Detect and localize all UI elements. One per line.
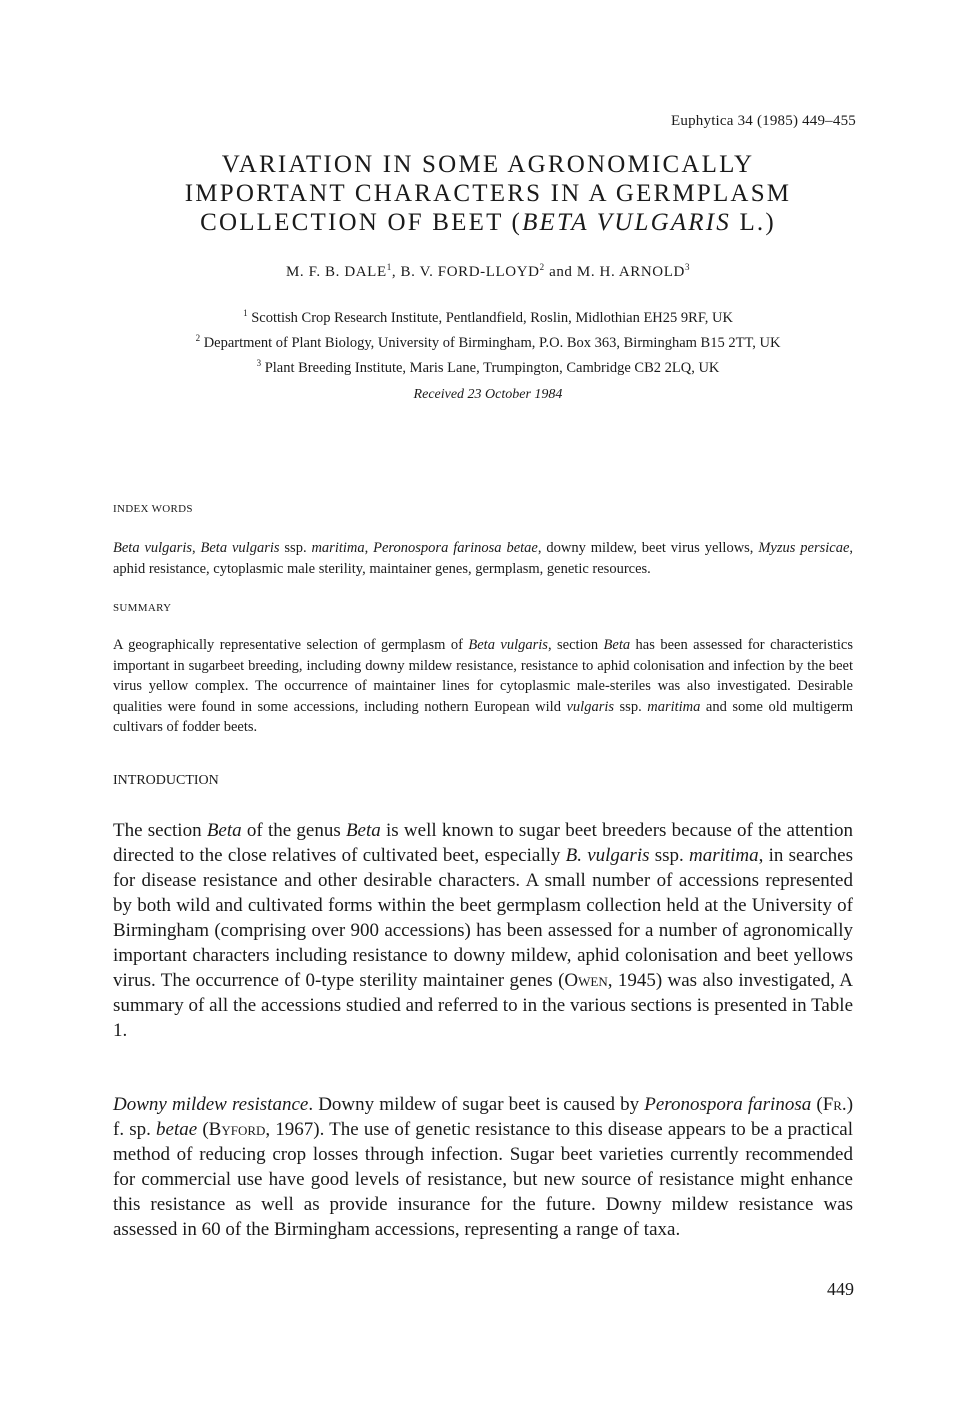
text-run: , bbox=[364, 540, 374, 556]
text-run: The section bbox=[113, 820, 207, 841]
page-number: 449 bbox=[827, 1279, 854, 1299]
summary-heading: SUMMARY bbox=[113, 602, 172, 614]
author-separator: , bbox=[391, 264, 401, 280]
author-affiliation-mark: 1 bbox=[386, 262, 392, 272]
italic-term: Downy mildew resistance bbox=[113, 1094, 309, 1115]
text-run: ( bbox=[811, 1094, 823, 1115]
italic-term: Beta vulgaris bbox=[200, 540, 280, 556]
author-affiliation-mark: 2 bbox=[539, 262, 545, 272]
author-separator: and bbox=[544, 264, 577, 280]
italic-term: maritima bbox=[647, 698, 701, 715]
text-run: A geographically representative selection of germplasm of bbox=[113, 637, 469, 653]
text-run: ) f. sp. bbox=[113, 1094, 854, 1140]
italic-term: Beta bbox=[603, 637, 631, 653]
italic-term: Myzus persicae bbox=[758, 540, 850, 556]
affiliation-text: Department of Plant Biology, University of Birmingham, P.O. Box 363, Birmingham B15 2TT, UK bbox=[200, 334, 781, 351]
author-name: B. V. FORD-LLOYD bbox=[400, 264, 540, 280]
italic-term: Beta bbox=[345, 820, 381, 841]
italic-term: Peronospora farinosa betae bbox=[373, 540, 538, 556]
text-run: , aphid resistance, cytoplasmic male sterility, maintainer genes, germplasm, genetic resources. bbox=[113, 540, 854, 577]
citation-author: Owen bbox=[564, 970, 608, 991]
citation-author: Fr. bbox=[822, 1094, 847, 1115]
text-run: , 1945) was also investigated, A summary of all the accessions studied and referred to in the various sections is presented in Table 1. bbox=[113, 970, 854, 1041]
affiliation-list bbox=[100, 303, 876, 377]
italic-term: betae bbox=[156, 1119, 198, 1140]
title-line-1: VARIATION IN SOME AGRONOMICALLY bbox=[221, 151, 755, 178]
italic-term: maritima bbox=[311, 540, 365, 556]
journal-reference: Euphytica 34 (1985) 449–455 bbox=[671, 113, 856, 129]
affiliation-mark: 1 bbox=[243, 308, 248, 318]
index-words-heading: INDEX WORDS bbox=[113, 503, 193, 515]
title-line-3b: L.) bbox=[731, 209, 776, 236]
paper-title bbox=[100, 150, 876, 237]
text-run: is well known to sugar beet breeders because of the attention directed to the close relatives of cultivated beet, especially bbox=[113, 820, 853, 866]
italic-term: maritima bbox=[688, 845, 759, 866]
affiliation-text: Scottish Crop Research Institute, Pentlandfield, Roslin, Midlothian EH25 9RF, UK bbox=[247, 309, 733, 326]
text-run: of the genus bbox=[241, 820, 346, 841]
italic-term: Beta bbox=[206, 820, 242, 841]
index-words-text bbox=[113, 538, 853, 580]
italic-term: vulgaris bbox=[566, 698, 615, 715]
affiliation-text: Plant Breeding Institute, Maris Lane, Trumpington, Cambridge CB2 2LQ, UK bbox=[261, 359, 720, 376]
downy-mildew-paragraph bbox=[113, 1092, 853, 1242]
summary-text bbox=[113, 635, 853, 738]
text-run: ssp. bbox=[649, 845, 689, 866]
affiliation-mark: 3 bbox=[256, 357, 262, 368]
introduction-heading: INTRODUCTION bbox=[113, 773, 219, 788]
received-date: Received 23 October 1984 bbox=[413, 387, 563, 402]
text-run: ssp. bbox=[614, 698, 648, 715]
italic-term: Beta vulgaris bbox=[113, 540, 192, 556]
affiliation bbox=[100, 303, 876, 328]
title-species: BETA VULGARIS bbox=[522, 209, 731, 236]
title-line-3a: COLLECTION OF BEET ( bbox=[200, 209, 523, 236]
citation-author: Byford bbox=[208, 1119, 266, 1140]
author-list bbox=[100, 262, 876, 281]
author-name: M. H. ARNOLD bbox=[576, 264, 685, 280]
text-run: . Downy mildew of sugar beet is caused by bbox=[308, 1094, 645, 1115]
text-run: , in searches for disease resistance and other desirable characters. A small number of accessions represented by both wild and cultivated forms within the beet germplasm collection held at the University of Birmingham (comprising over 900 accessions) has been assessed for a number of agronomically important characters including resistance to downy mildew, aphid colonisation and beet yellows virus. The occurrence of 0-type sterility maintainer genes ( bbox=[113, 845, 853, 991]
text-run: and some old multigerm cultivars of fodder beets. bbox=[113, 698, 853, 735]
author-affiliation-mark: 3 bbox=[684, 262, 691, 272]
introduction-paragraph bbox=[113, 818, 853, 1043]
author-name: M. F. B. DALE bbox=[285, 264, 387, 280]
title-line-2: IMPORTANT CHARACTERS IN A GERMPLASM bbox=[184, 180, 792, 207]
text-run: , bbox=[192, 540, 201, 556]
text-run: , downy mildew, beet virus yellows, bbox=[537, 540, 759, 556]
text-run: , 1967). The use of genetic resistance to this disease appears to be a practical method of reducing crop losses through infection. Sugar beet varieties currently recommended for commercial use have good levels of resistance, but new source of resistance might enhance this resistance as well as provide insurance for the future. Downy mildew resistance was assessed in 60 of the Birmingham accessions, representing a range of taxa. bbox=[113, 1119, 853, 1240]
text-run: ( bbox=[197, 1119, 209, 1140]
italic-term: B. vulgaris bbox=[565, 845, 650, 866]
affiliation bbox=[100, 353, 876, 378]
italic-term: Beta vulgaris bbox=[468, 637, 548, 653]
text-run: , section bbox=[547, 637, 604, 653]
italic-term: Peronospora farinosa bbox=[644, 1094, 812, 1115]
affiliation-mark: 2 bbox=[195, 332, 201, 343]
text-run: has been assessed for characteristics important in sugarbeet breeding, including downy mildew resistance, resistance to aphid colonisation and infection by the beet virus yellow complex. The occurrence of maintainer lines for cytoplasmic male-steriles was also investigated. Desirable qualities were found in some accessions, including nothern European wild bbox=[113, 637, 853, 715]
affiliation bbox=[100, 328, 876, 353]
text-run: ssp. bbox=[279, 540, 312, 556]
